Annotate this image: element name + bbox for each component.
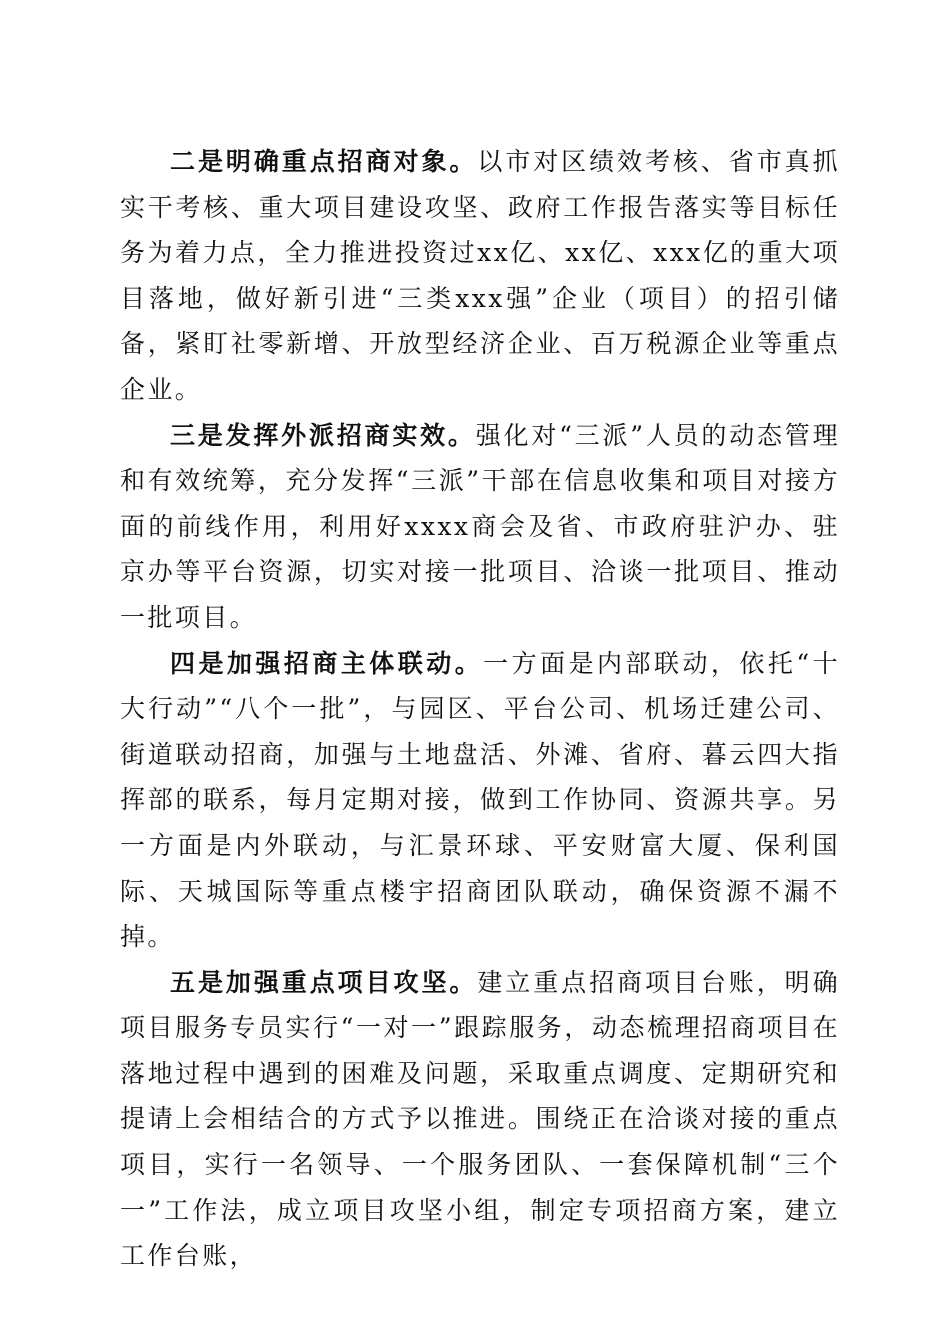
- paragraph-lead: 三是发挥外派招商实效。: [170, 420, 476, 450]
- paragraph-4: [120, 641, 840, 960]
- paragraph-2: [120, 139, 840, 413]
- paragraph-3: [120, 413, 840, 641]
- paragraph-text: 建立重点招商项目台账，明确项目服务专员实行“一对一”跟踪服务，动态梳理招商项目在落地过程中遇到的困难及问题，采取重点调度、定期研究和提请上会相结合的方式予以推进。围绕正在洽谈对接的重点项目，实行一名领导、一个服务团队、一套保障机制“三个一”工作法，成立项目攻坚小组，制定专项招商方案，建立工作台账，: [120, 967, 840, 1271]
- paragraph-lead: 四是加强招商主体联动。: [170, 648, 484, 678]
- paragraph-text: 一方面是内部联动，依托“十大行动”“八个一批”，与园区、平台公司、机场迁建公司、街道联动招商，加强与土地盘活、外滩、省府、暮云四大指挥部的联系，每月定期对接，做到工作协同、资源共享。另一方面是内外联动，与汇景环球、平安财富大厦、保利国际、天城国际等重点楼宇招商团队联动，确保资源不漏不掉。: [120, 648, 840, 952]
- paragraph-text: 以市对区绩效考核、省市真抓实干考核、重大项目建设攻坚、政府工作报告落实等目标任务为着力点，全力推进投资过xx亿、xx亿、xxx亿的重大项目落地，做好新引进“三类xxx强”企业（项目）的招引储备，紧盯社零新增、开放型经济企业、百万税源企业等重点企业。: [120, 147, 840, 404]
- paragraph-text: 强化对“三派”人员的动态管理和有效统筹，充分发挥“三派”干部在信息收集和项目对接方面的前线作用，利用好xxxx商会及省、市政府驻沪办、驻京办等平台资源，切实对接一批项目、洽谈一批项目、推动一批项目。: [120, 420, 841, 632]
- paragraph-lead: 五是加强重点项目攻坚。: [170, 967, 478, 997]
- document-body: [120, 139, 840, 1279]
- paragraph-5: [120, 960, 840, 1279]
- paragraph-lead: 二是明确重点招商对象。: [170, 147, 478, 176]
